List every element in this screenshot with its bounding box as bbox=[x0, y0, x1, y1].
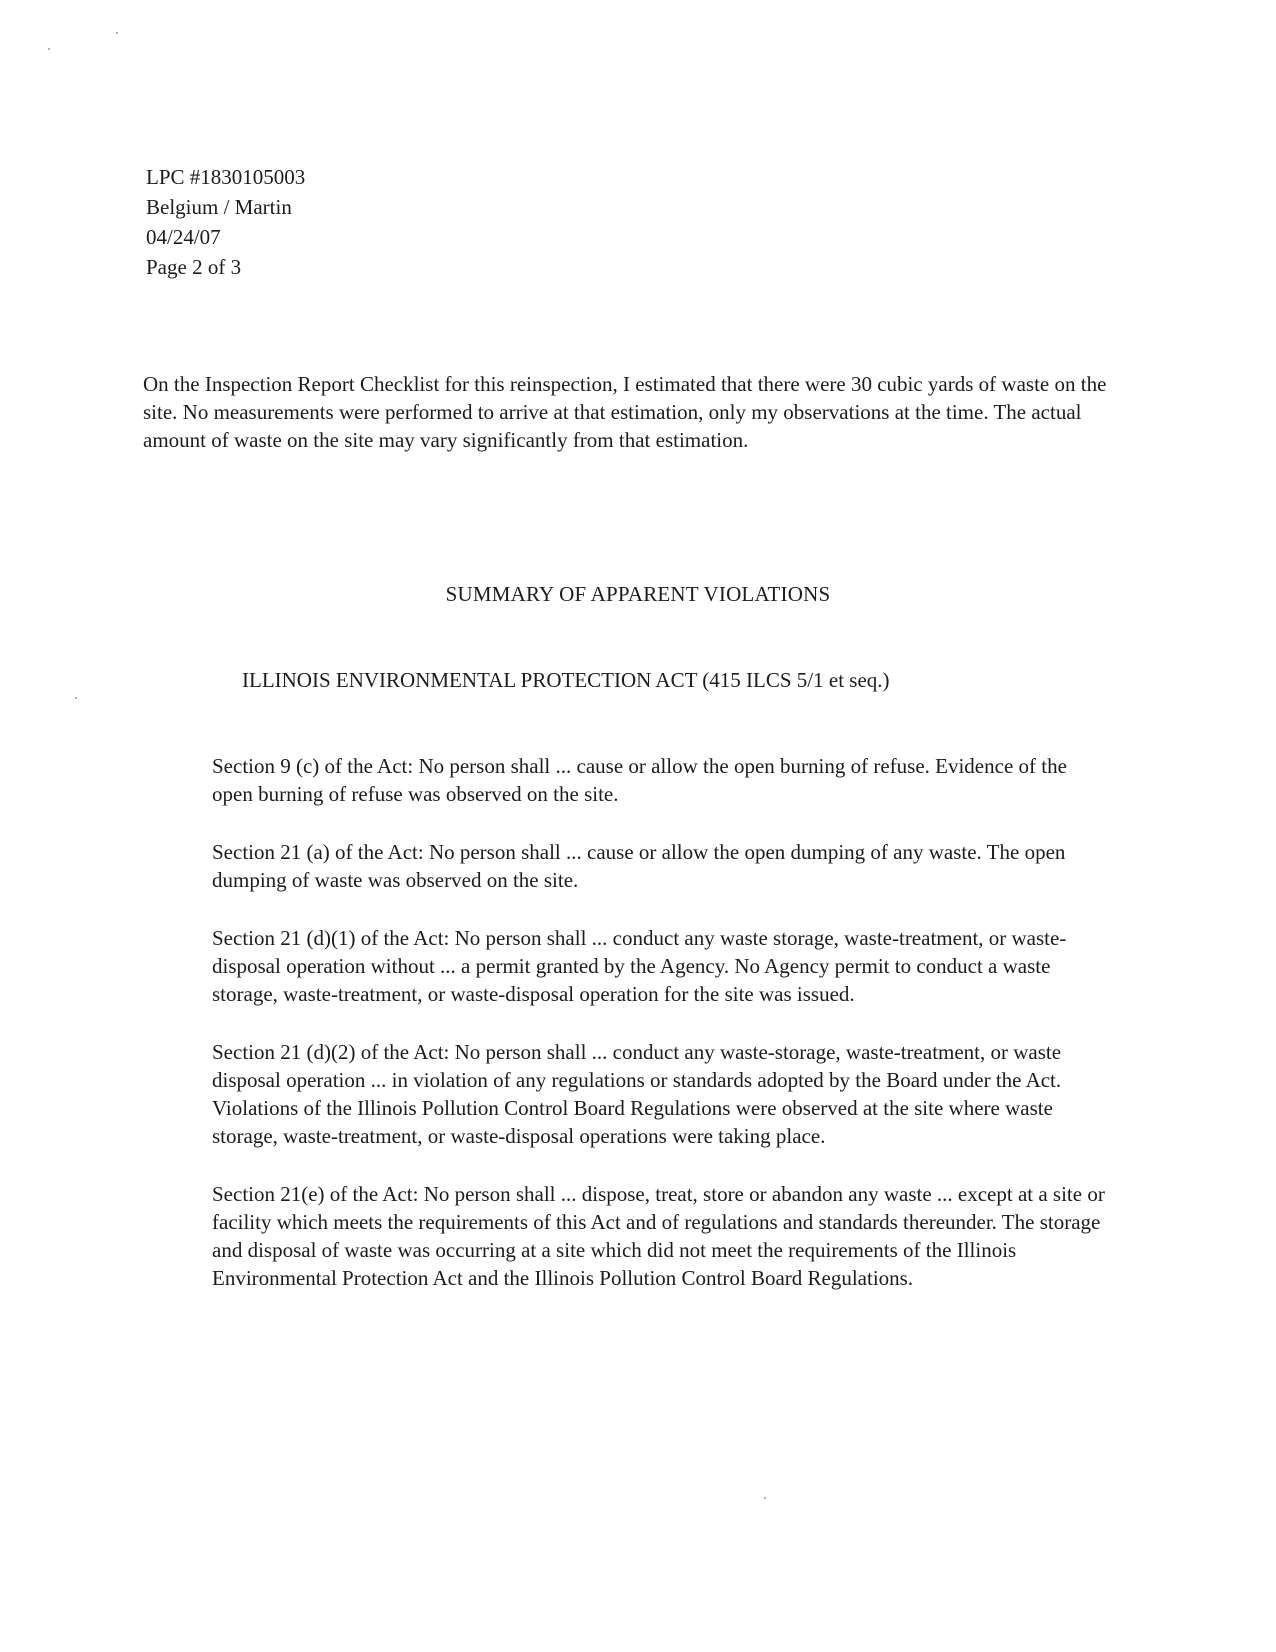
summary-title: SUMMARY OF APPARENT VIOLATIONS bbox=[445, 582, 831, 606]
scan-speck bbox=[116, 32, 118, 34]
violation-sections bbox=[212, 752, 1112, 1322]
document-date: 04/24/07 bbox=[146, 225, 221, 249]
scan-speck bbox=[764, 1497, 766, 1499]
intro-paragraph: On the Inspection Report Checklist for this reinspection, I estimated that there were 30 cubic yards of waste on the site. No measurements were performed to arrive at that estimation, only my observations at the time. The actual amount of waste on the site may vary significantly from that estimation. bbox=[143, 372, 1107, 452]
section-21e: Section 21(e) of the Act: No person shall ... dispose, treat, store or abandon any waste ... except at a site or facility which meets the requirements of this Act and of regulations and standards thereunder. The storage and disposal of waste was occurring at a site which did not meet the requirements of the Illinois Environmental Protection Act and the Illinois Pollution Control Board Regulations. bbox=[212, 1182, 1105, 1290]
section-21d1: Section 21 (d)(1) of the Act: No person shall ... conduct any waste storage, waste-treatment, or waste-disposal operation without ... a permit granted by the Agency. No Agency permit to conduct a waste storage, waste-treatment, or waste-disposal operation for the site was issued. bbox=[212, 926, 1067, 1006]
site-name: Belgium / Martin bbox=[146, 195, 292, 219]
document-header bbox=[146, 162, 305, 282]
section-21a: Section 21 (a) of the Act: No person shall ... cause or allow the open dumping of any waste. The open dumping of waste was observed on the site. bbox=[212, 840, 1066, 892]
page-number: Page 2 of 3 bbox=[146, 255, 242, 279]
lpc-number: LPC #1830105003 bbox=[146, 165, 306, 189]
act-title: ILLINOIS ENVIRONMENTAL PROTECTION ACT (415 ILCS 5/1 et seq.) bbox=[242, 668, 890, 692]
section-9c: Section 9 (c) of the Act: No person shall ... cause or allow the open burning of refuse. Evidence of the open burning of refuse was observed on the site. bbox=[212, 754, 1067, 806]
scan-speck bbox=[48, 48, 50, 50]
section-21d2: Section 21 (d)(2) of the Act: No person shall ... conduct any waste-storage, waste-treatment, or waste disposal operation ... in violation of any regulations or standards adopted by the Board under the Act. Violations of the Illinois Pollution Control Board Regulations were observed at the site where waste storage, waste-treatment, or waste-disposal operations were taking place. bbox=[212, 1040, 1062, 1148]
scan-speck bbox=[75, 697, 77, 699]
